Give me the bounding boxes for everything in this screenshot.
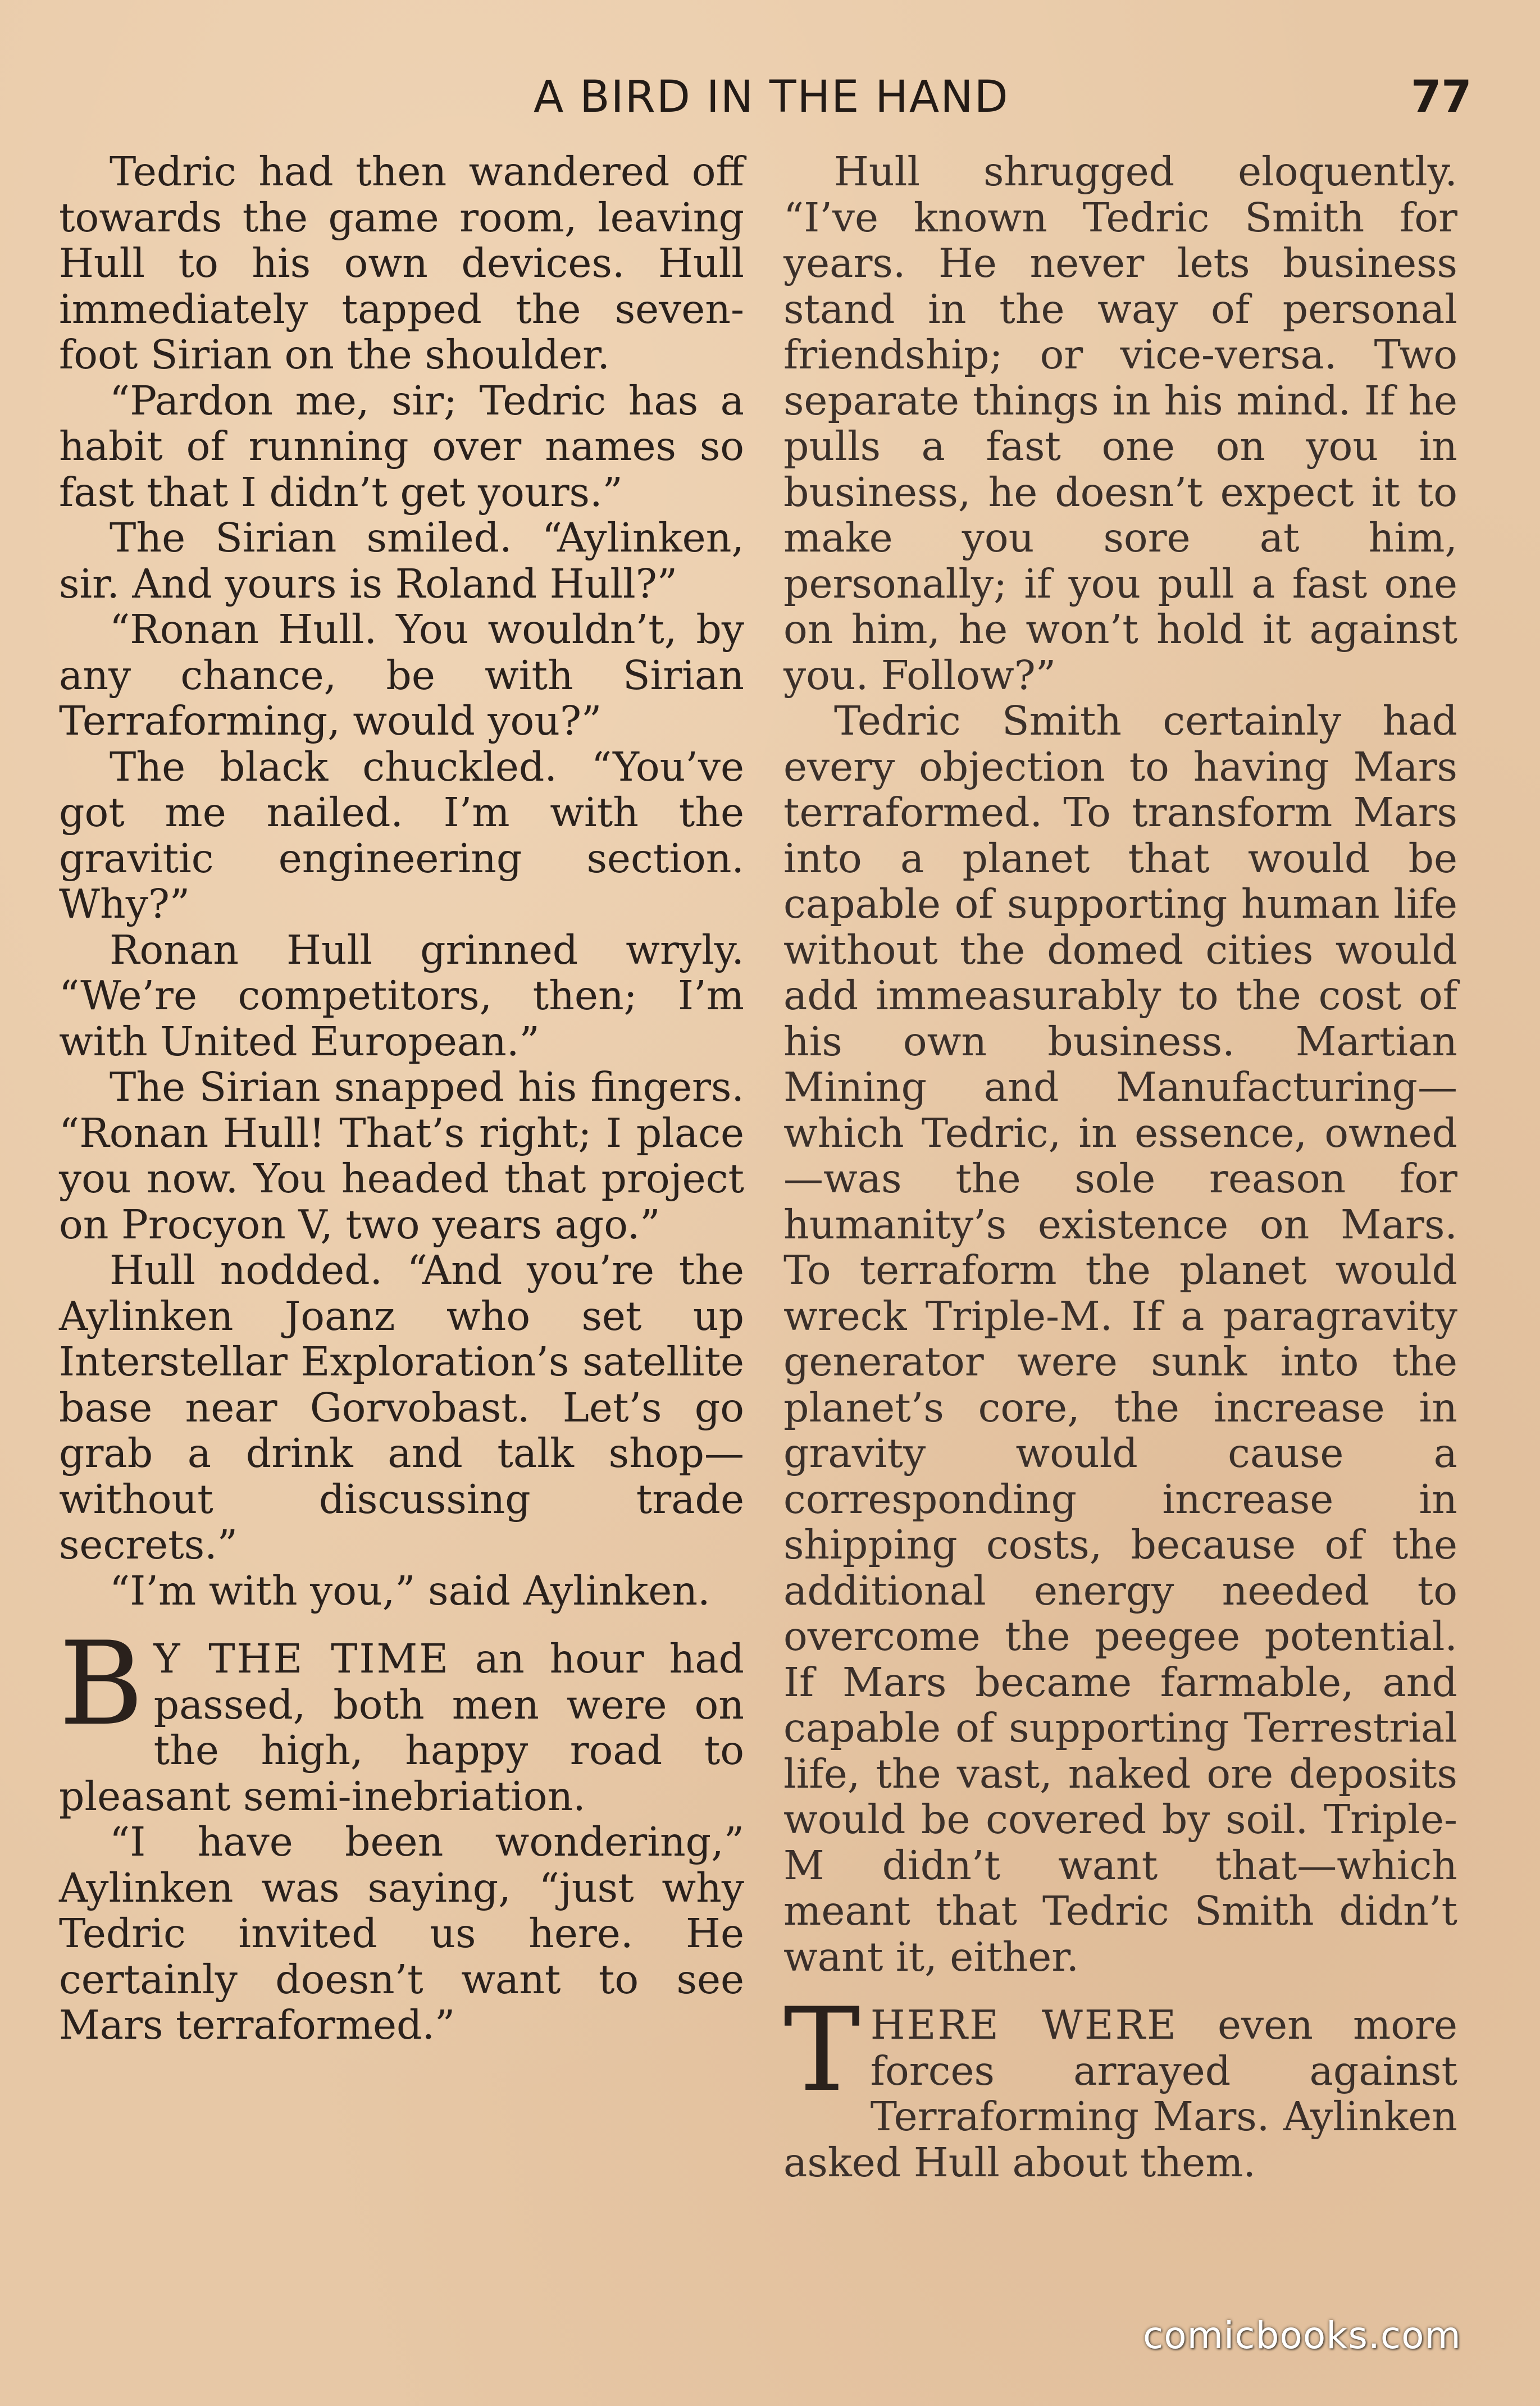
paragraph: Hull nodded. “And you’re the Aylinken Joanz who set up Interstellar Exploration’s satellite base near Gorvobast. Let’s go grab a drink and talk shop—without discussing trade secrets.” [59, 1247, 744, 1568]
paragraph-text: an hour had passed, both men were on the high, happy road to pleasant semi-inebriation. [59, 1635, 744, 1820]
paragraph: Ronan Hull grinned wryly. “We’re competitors, then; I’m with United European.” [59, 926, 744, 1065]
section-opening-paragraph [59, 1617, 744, 1820]
drop-cap: B [59, 1617, 144, 1751]
paragraph: The black chuckled. “You’ve got me nailed. I’m with the gravitic engineering section. Why?” [59, 743, 744, 927]
paragraph: The Sirian smiled. “Aylinken, sir. And yours is Roland Hull?” [59, 514, 744, 607]
running-title: A BIRD IN THE HAND [534, 72, 1009, 122]
paragraph: Hull shrugged eloquently. “I’ve known Tedric Smith for years. He never lets business stand in the way of personal friendship; or vice-versa. Two separate things in his mind. If he pulls a fast one on you in business, he doesn’t expect it to make you sore at him, personally; if you pull a fast one on him, he won’t hold it against you. Follow?” [783, 148, 1457, 699]
paragraph-text: even more forces arrayed against Terraforming Mars. Aylinken asked Hull about them. [783, 2002, 1457, 2186]
paragraph: “Ronan Hull. You wouldn’t, by any chance, be with Sirian Terraforming, would you?” [59, 606, 744, 744]
running-head [0, 72, 1540, 134]
paragraph: “Pardon me, sir; Tedric has a habit of running over names so fast that I didn’t get yours.” [59, 377, 744, 516]
drop-cap: T [783, 1984, 860, 2117]
paragraph: Tedric Smith certainly had every objection to having Mars terraformed. To transform Mars into a planet that would be capable of supporting human life without the domed cities would add immeasurably to the cost of his own business. Martian Mining and Manufacturing—which Tedric, in essence, owned—was the sole reason for humanity’s existence on Mars. To terraform the planet would wreck Triple-M. If a paragravity generator were sunk into the planet’s core, the increase in gravity would cause a corresponding increase in shipping costs, because of the additional energy needed to overcome the peegee potential. If Mars became farmable, and capable of supporting Terrestrial life, the vast, naked ore deposits would be covered by soil. Triple-M didn’t want that—which meant that Tedric Smith didn’t want it, either. [783, 698, 1457, 1980]
paragraph: Tedric had then wandered off towards the game room, leaving Hull to his own devices. Hull immediately tapped the seven-foot Sirian on the shoulder. [59, 148, 744, 378]
lead-in-caps: Y THE TIME [153, 1635, 450, 1682]
page-number: 77 [1411, 72, 1472, 122]
left-column [59, 149, 744, 2048]
site-watermark: comicbooks.com [1143, 2314, 1461, 2357]
right-column [783, 149, 1457, 2185]
paragraph: The Sirian snapped his fingers. “Ronan Hull! That’s right; I place you now. You headed that project on Procyon V, two years ago.” [59, 1064, 744, 1248]
section-opening-paragraph [783, 1984, 1457, 2186]
paragraph: “I have been wondering,” Aylinken was saying, “just why Tedric invited us here. He certainly doesn’t want to see Mars terraformed.” [59, 1819, 744, 2048]
lead-in-caps: HERE WERE [870, 2002, 1178, 2048]
paragraph: “I’m with you,” said Aylinken. [110, 1567, 710, 1614]
